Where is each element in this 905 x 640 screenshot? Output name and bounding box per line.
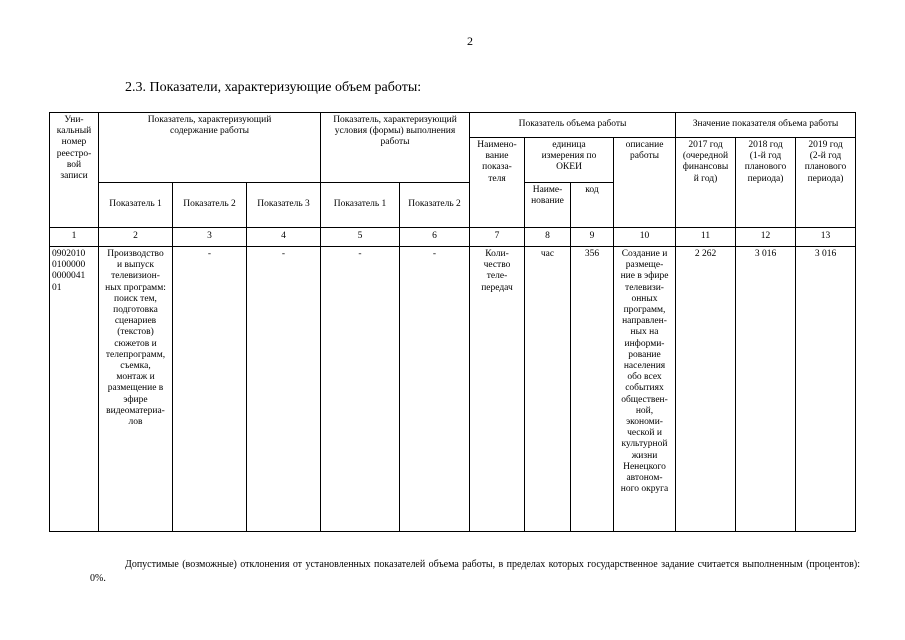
header-content-indicator-1: Показатель 1 <box>99 183 173 228</box>
cell-content-indicator-1: Производство и выпуск телевизион- ных программ: поиск тем, подготовка сценариев (текстов) сюжетов и телепрограмм, съемка, монтаж и размещение в эфире видеоматериа- лов <box>99 247 173 532</box>
header-conditions-indicator-2: Показатель 2 <box>400 183 470 228</box>
header-conditions-indicator-1: Показатель 1 <box>321 183 400 228</box>
header-conditions-group: Показатель, характеризующий условия (формы) выполнения работы <box>321 113 470 183</box>
column-number: 11 <box>676 228 736 247</box>
header-volume-group: Показатель объема работы <box>470 113 676 138</box>
volume-indicators-table <box>49 112 856 532</box>
column-number: 8 <box>525 228 571 247</box>
header-value-group: Значение показателя объема работы <box>676 113 856 138</box>
header-year-2018: 2018 год (1-й год планового периода) <box>736 138 796 228</box>
cell-content-indicator-2: - <box>173 247 247 532</box>
cell-work-description: Создание и размеще- ние в эфире телевизи- онных программ, направлен- ных на информи- рование населения обо всех событиях обществен- ной, экономи- ческой и культурной жизни Ненецкого автоном- ного округа <box>614 247 676 532</box>
column-number: 13 <box>796 228 856 247</box>
header-work-description: описание работы <box>614 138 676 228</box>
table-row <box>50 247 856 532</box>
header-year-2017: 2017 год (очередной финансовы й год) <box>676 138 736 228</box>
header-unit-name: Наиме- нование <box>525 183 571 228</box>
cell-content-indicator-3: - <box>247 247 321 532</box>
column-number: 10 <box>614 228 676 247</box>
cell-conditions-indicator-2: - <box>400 247 470 532</box>
column-number: 2 <box>99 228 173 247</box>
cell-indicator-name: Коли- чество теле- передач <box>470 247 525 532</box>
header-content-indicator-3: Показатель 3 <box>247 183 321 228</box>
header-year-2019: 2019 год (2-й год планового периода) <box>796 138 856 228</box>
page-number: 2 <box>467 34 473 48</box>
footer-note: Допустимые (возможные) отклонения от установленных показателей объема работы, в пределах которых государственное задание считается выполненным (процентов): 0%. <box>90 559 860 584</box>
cell-unique-number: 0902010 0100000 0000041 01 <box>50 247 99 532</box>
cell-value-2017: 2 262 <box>676 247 736 532</box>
header-content-group: Показатель, характеризующий содержание работы <box>99 113 321 183</box>
cell-unit-code: 356 <box>571 247 614 532</box>
cell-unit-name: час <box>525 247 571 532</box>
column-number: 5 <box>321 228 400 247</box>
header-content-indicator-2: Показатель 2 <box>173 183 247 228</box>
cell-value-2019: 3 016 <box>796 247 856 532</box>
column-number: 3 <box>173 228 247 247</box>
column-number: 12 <box>736 228 796 247</box>
header-unique-number: Уни- кальный номер реестро- вой записи <box>50 113 99 228</box>
cell-conditions-indicator-1: - <box>321 247 400 532</box>
cell-value-2018: 3 016 <box>736 247 796 532</box>
column-number: 7 <box>470 228 525 247</box>
header-unit-okei: единица измерения по ОКЕИ <box>525 138 614 183</box>
column-number: 4 <box>247 228 321 247</box>
header-unit-code: код <box>571 183 614 228</box>
section-title: 2.3. Показатели, характеризующие объем работы: <box>125 80 422 95</box>
column-number: 9 <box>571 228 614 247</box>
column-number: 6 <box>400 228 470 247</box>
header-indicator-name: Наимено- вание показа- теля <box>470 138 525 228</box>
column-number: 1 <box>50 228 99 247</box>
